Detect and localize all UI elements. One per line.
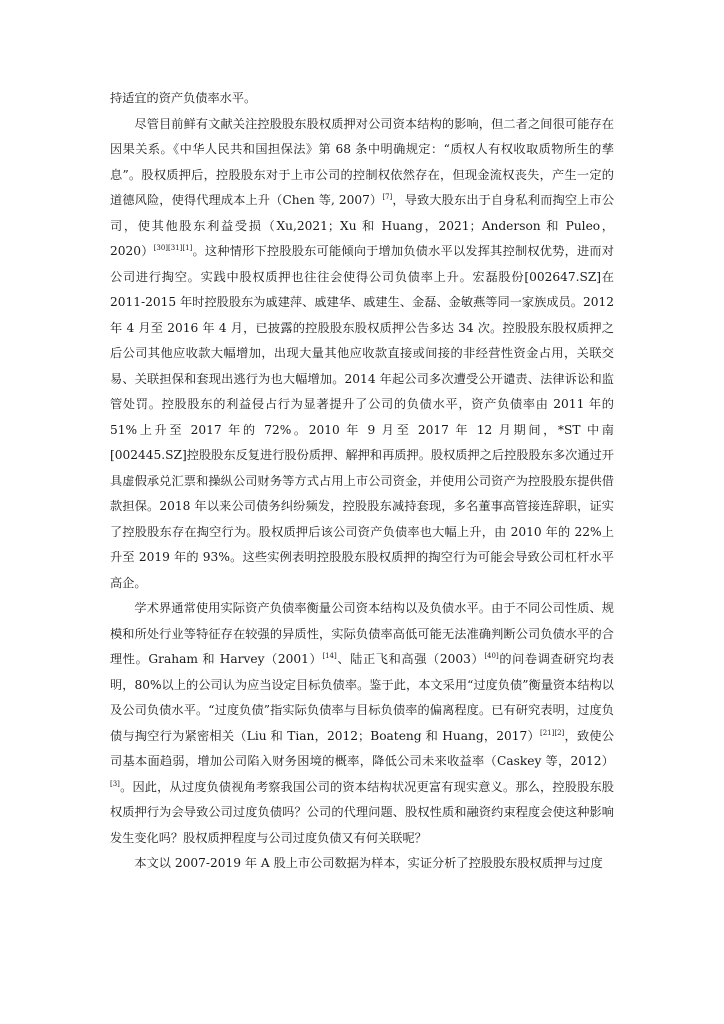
paper-body <box>110 86 614 877</box>
citation-marker: [21][2] <box>539 728 565 737</box>
paragraph-text: 。这种情形下控股股东可能倾向于增加负债水平以发挥其控制权优势，进而对公司进行掏空。实践中股权质押也往往会使得公司负债率上升。宏磊股份[002647.SZ]在 2011-2015 年时控股股东为戚建萍、戚建华、戚建生、金磊、金敏燕等同一家族成员。2012 年 4 月至 2016 年 4 月，已披露的控股股东股权质押公告多达 34 次。控股股东股权质押之后公司其他应收款大幅增加，出现大量其他应收款直接或间接的非经营性资金占用，关联交易、关联担保和套现出逃行为也大幅增加。2014 年起公司多次遭受公开谴责、法律诉讼和监管处罚。控股股东的利益侵占行为显著提升了公司的负债水平，资产负债率由 2011 年的 51%上升至 2017 年的 72%。2010 年 9 月至 2017 年 12 月期间，*ST 中南[002445.SZ]控股股东反复进行股份质押、解押和再质押。股权质押之后控股股东多次通过开具虚假承兑汇票和操纵公司财务等方式占用上市公司资金，并使用公司资产为控股股东提供借款担保。2018 年以来公司债务纠纷频发，控股股东减持套现，多名董事高管接连辞职，证实了控股股东存在掏空行为。股权质押后该公司资产负债率也大幅上升，由 2010 年的 22%上升至 2019 年的 93%。这些实例表明控股股东股权质押的掏空行为可能会导致公司杠杆水平高企。 <box>110 244 614 590</box>
paragraph-3 <box>110 596 614 851</box>
citation-marker: [7] <box>382 193 393 201</box>
paragraph-2 <box>110 112 614 597</box>
paragraph-text: 、陆正飞和高强（2003） <box>336 652 485 666</box>
paragraph-text: ，致使公司基本面趋弱，增加公司陷入财务困境的概率，降低公司未来收益率（Caskey 等，2012） <box>110 728 614 768</box>
paragraph-text: 的问卷调查研究均表明，80%以上的公司认为应当设定目标负债率。鉴于此，本文采用“过度负债”衡量资本结构以及公司负债水平。“过度负债”指实际负债率与目标负债率的偏离程度。已有研究表明，过度负债与掏空行为紧密相关（Liu 和 Tian，2012；Boateng 和 Huang，2017） <box>110 652 614 743</box>
paragraph-text: ，导致大股东出于自身私利而掏空上市公司，使其他股东利益受损（Xu,2021；Xu 和 Huang，2021；Anderson 和 Puleo，2020） <box>110 193 615 258</box>
citation-marker: [3] <box>110 779 120 788</box>
citation-marker: [30][31][1] <box>153 244 193 252</box>
paragraph-text: 学术界通常使用实际资产负债率衡量公司资本结构以及负债水平。由于不同公司性质、规模和所处行业等特征存在较强的异质性，实际负债率高低可能无法准确判断公司负债水平的合理性。Graham 和 Harvey（2001） <box>110 601 614 666</box>
paragraph-text: 尽管目前鲜有文献关注控股股东股权质押对公司资本结构的影响，但二者之间很可能存在因果关系。《中华人民共和国担保法》第 68 条中明确规定：“质权人有权收取质物所生的孳息”。股权质押后，控股股东对于上市公司的控制权依然存在，但现金流权丧失，产生一定的道德风险，使得代理成本上升（Chen 等, 2007） <box>110 116 614 207</box>
paragraph-4 <box>110 851 614 877</box>
paragraph-text: 。因此，从过度负债视角考察我国公司的资本结构状况更富有现实意义。那么，控股股东股权质押行为会导致公司过度负债吗？公司的代理问题、股权性质和融资约束程度会使这种影响发生变化吗？股权质押程度与公司过度负债又有何关联呢？ <box>110 779 614 845</box>
paragraph-text: 本文以 2007-2019 年 A 股上市公司数据为样本，实证分析了控股股东股权质押与过度 <box>134 856 603 870</box>
paragraph-1 <box>110 86 614 112</box>
citation-marker: [40] <box>484 652 499 660</box>
citation-marker: [14] <box>322 652 337 660</box>
paragraph-text: 持适宜的资产负债率水平。 <box>110 91 257 105</box>
